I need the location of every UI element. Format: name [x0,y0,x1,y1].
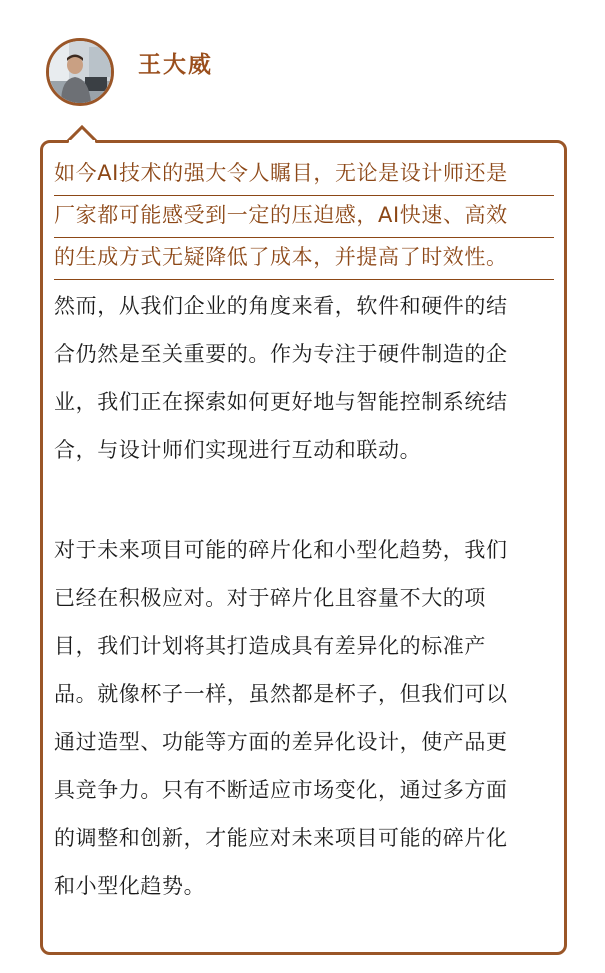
quote-content [54,154,554,910]
paragraph-line: 然而，从我们企业的角度来看，软件和硬件的结 [54,294,508,318]
highlight-line: 的生成方式无疑降低了成本，并提高了时效性。 [54,238,554,280]
person-photo-icon [49,41,111,103]
highlight-block [54,154,554,280]
highlight-line: 如今AI技术的强大令人瞩目，无论是设计师还是 [54,154,554,196]
paragraph-line: 的调整和创新，才能应对未来项目可能的碎片化 [54,826,508,850]
paragraph-line: 已经在积极应对。对于碎片化且容量不大的项 [54,586,486,610]
author-header [46,36,213,108]
paragraph-line: 和小型化趋势。 [54,874,206,898]
paragraph-2 [54,526,554,910]
paragraph-line: 对于未来项目可能的碎片化和小型化趋势，我们 [54,538,508,562]
highlight-line: 厂家都可能感受到一定的压迫感，AI快速、高效 [54,196,554,238]
paragraph-1 [54,282,554,474]
speech-bubble-notch [66,125,98,143]
paragraph-spacer [54,474,554,526]
paragraph-line: 具竞争力。只有不断适应市场变化，通过多方面 [54,778,508,802]
avatar[interactable] [46,38,114,106]
paragraph-line: 合，与设计师们实现进行互动和联动。 [54,438,422,462]
paragraph-line: 通过造型、功能等方面的差异化设计，使产品更 [54,730,508,754]
author-name: 王大威 [138,52,213,78]
paragraph-line: 品。就像杯子一样，虽然都是杯子，但我们可以 [54,682,508,706]
paragraph-line: 业，我们正在探索如何更好地与智能控制系统结 [54,390,508,414]
paragraph-line: 合仍然是至关重要的。作为专注于硬件制造的企 [54,342,508,366]
paragraph-line: 目，我们计划将其打造成具有差异化的标准产 [54,634,486,658]
